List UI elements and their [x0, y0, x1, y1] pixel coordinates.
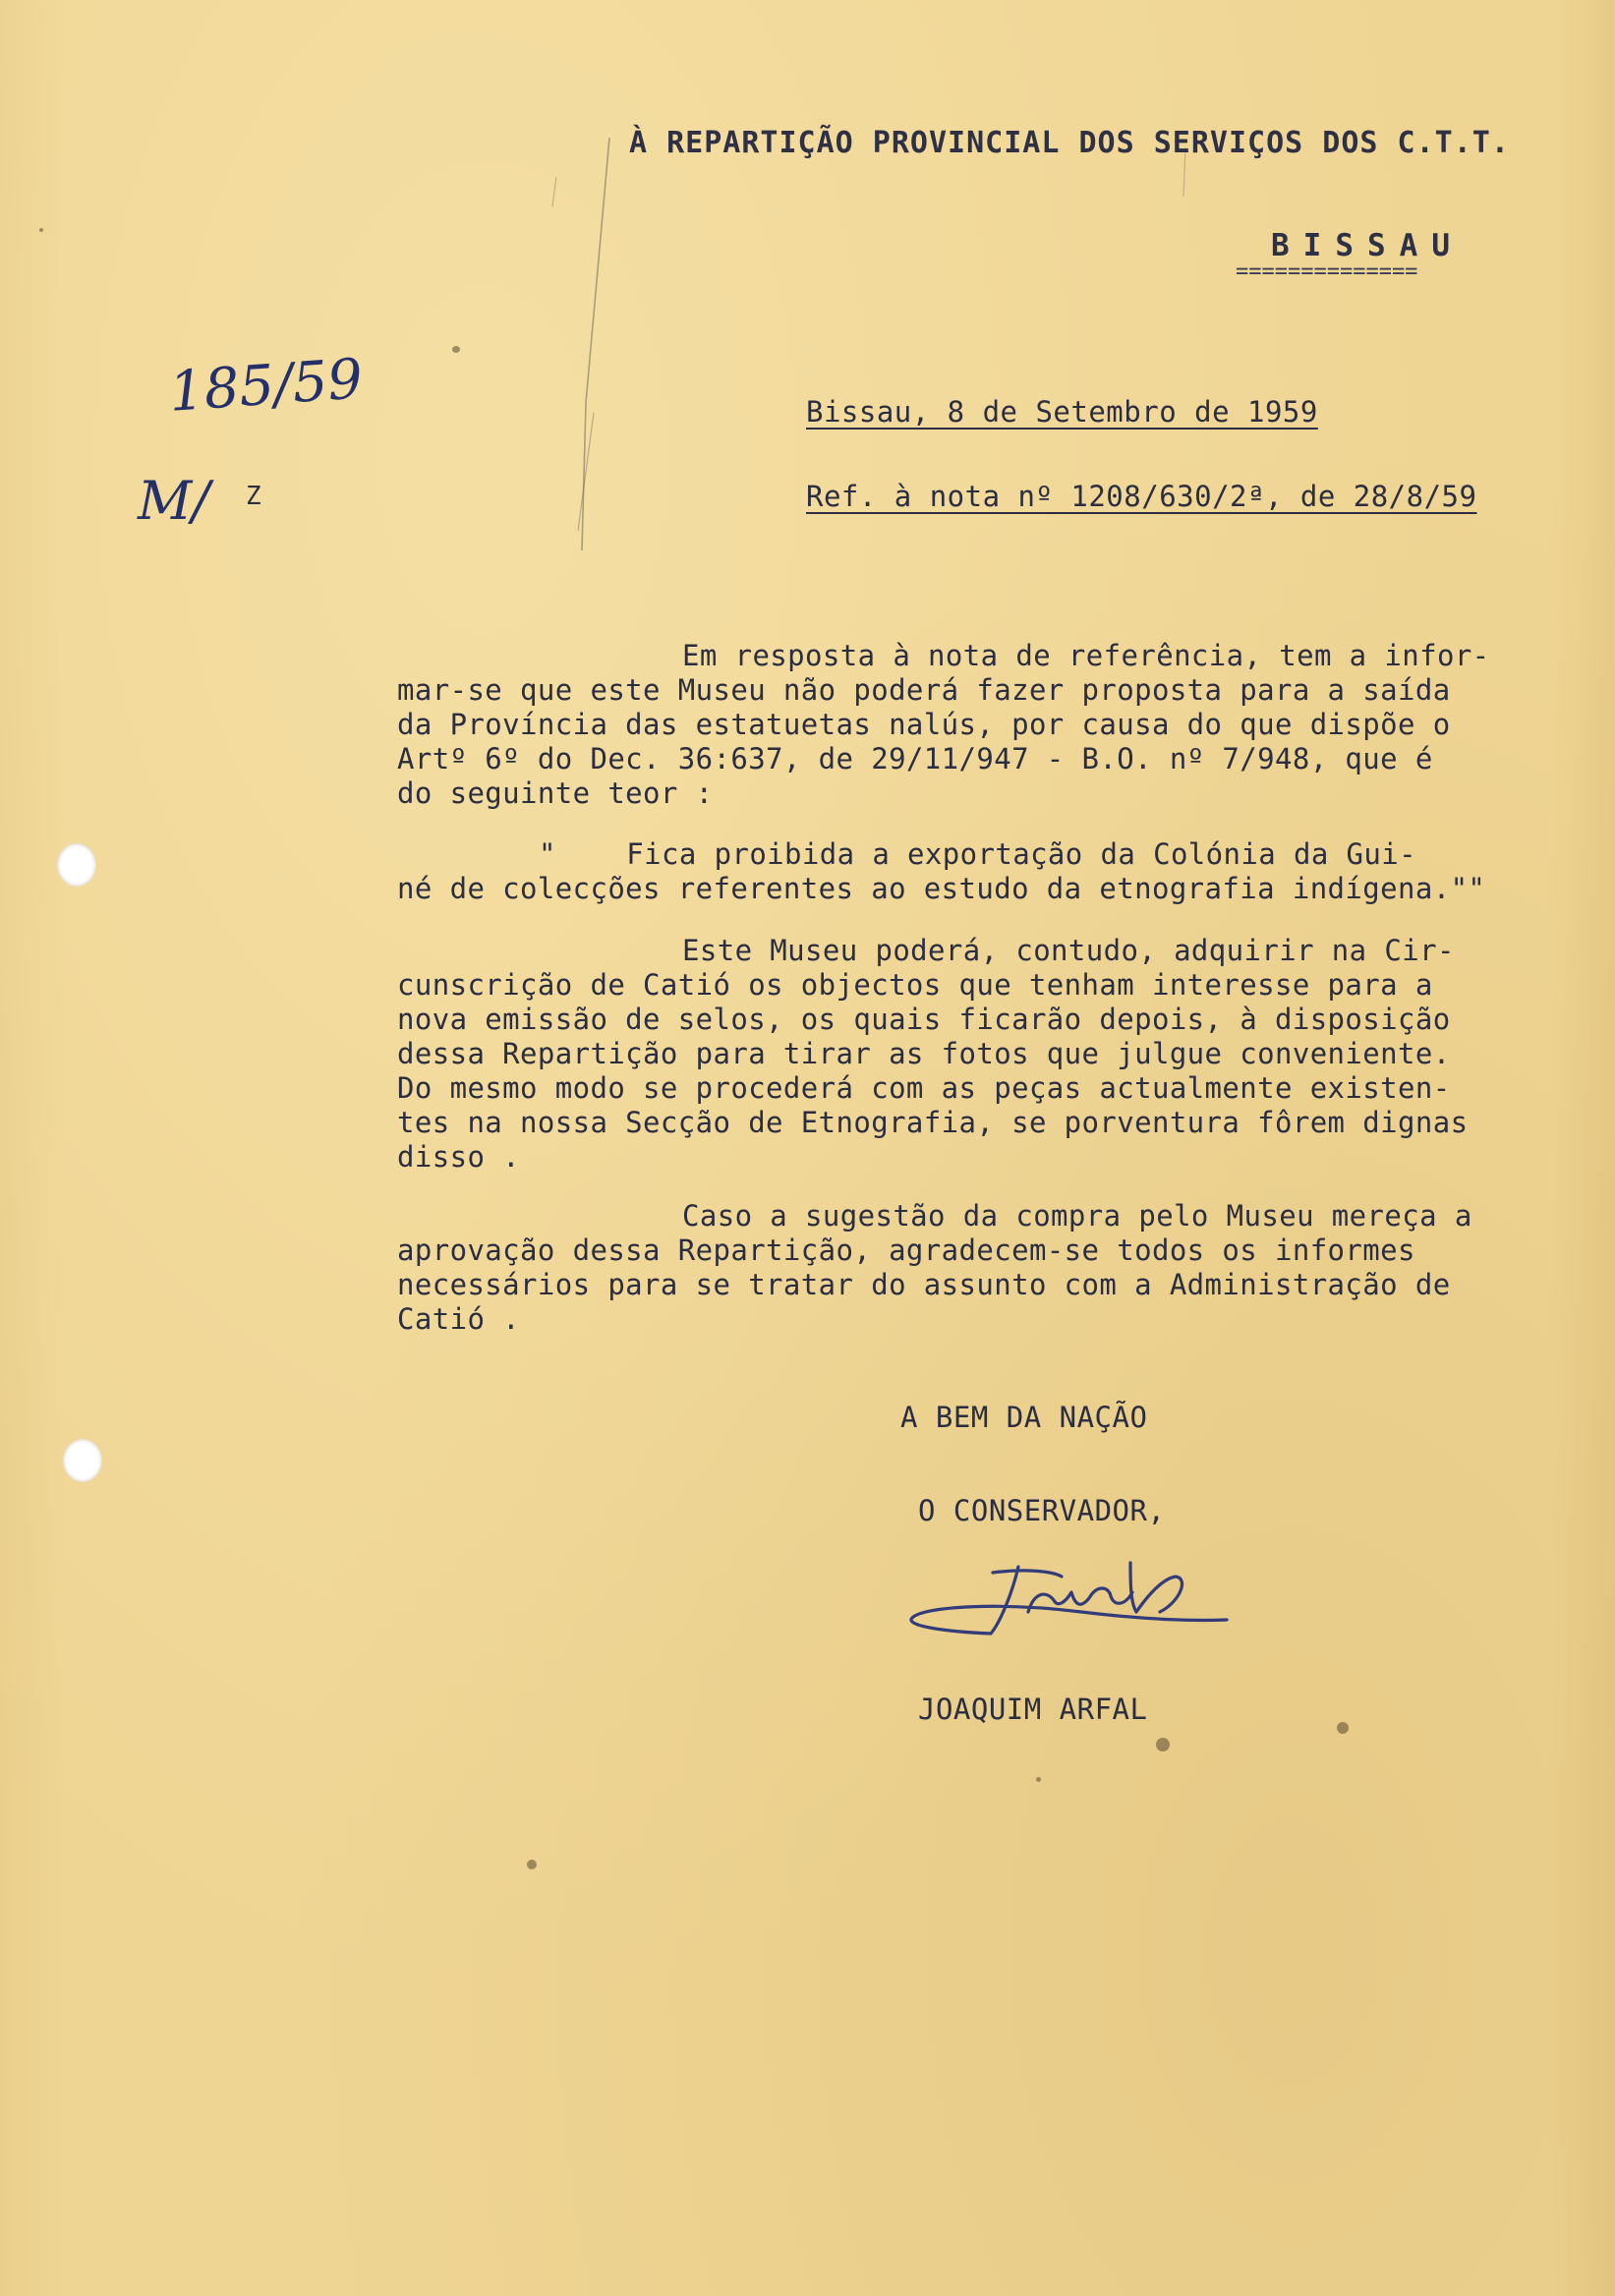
text-line: Catió .: [397, 1302, 521, 1336]
signer-title: O CONSERVADOR,: [918, 1494, 1166, 1527]
text-line: disso .: [397, 1140, 521, 1174]
text-line: da Província das estatuetas nalús, por causa do que dispõe o: [397, 708, 1451, 741]
text-line: Do mesmo modo se procederá com as peças actualmente existen-: [397, 1071, 1451, 1105]
text-line: " Fica proibida a exportação da Colónia da Gui-: [539, 837, 1416, 871]
text-line: tes na nossa Secção de Etnografia, se porventura fôrem dignas: [397, 1106, 1469, 1139]
text-line: né de colecções referentes ao estudo da etnografia indígena."": [397, 872, 1486, 905]
text-line: necessários para se tratar do assunto com a Administração de: [397, 1268, 1451, 1301]
text-line: dessa Repartição para tirar as fotos que julgue conveniente.: [397, 1037, 1451, 1070]
letter-date: Bissau, 8 de Setembro de 1959: [806, 395, 1318, 429]
text-line: aprovação dessa Repartição, agradecem-se todos os informes: [397, 1234, 1415, 1267]
text-line: nova emissão de selos, os quais ficarão depois, à disposição: [397, 1003, 1451, 1036]
text-line: Artº 6º do Dec. 36:637, de 29/11/947 - B.O. nº 7/948, que é: [397, 742, 1433, 775]
signer-name: JOAQUIM ARFAL: [918, 1693, 1148, 1726]
recipient-rule: ==============: [1236, 259, 1418, 284]
text-line: Caso a sugestão da compra pelo Museu mereça a: [682, 1199, 1472, 1233]
recipient-line: À REPARTIÇÃO PROVINCIAL DOS SERVIÇOS DOS C.T.T.: [629, 126, 1510, 160]
text-line: Este Museu poderá, contudo, adquirir na Cir-: [682, 934, 1455, 967]
text-line: Em resposta à nota de referência, tem a infor-: [682, 639, 1490, 672]
closing-salutation: A BEM DA NAÇÃO: [900, 1401, 1148, 1434]
text-line: cunscrição de Catió os objectos que tenham interesse para a: [397, 968, 1433, 1002]
letter-reference: Ref. à nota nº 1208/630/2ª, de 28/8/59: [806, 480, 1477, 513]
reference-mark: Z: [246, 482, 262, 511]
handwritten-reference: 185/59: [166, 347, 366, 425]
recipient-city: BISSAU: [1271, 228, 1464, 263]
handwritten-mark: M/: [138, 470, 210, 532]
text-line: mar-se que este Museu não poderá fazer proposta para a saída: [397, 673, 1451, 707]
text-line: do seguinte teor :: [397, 776, 714, 810]
